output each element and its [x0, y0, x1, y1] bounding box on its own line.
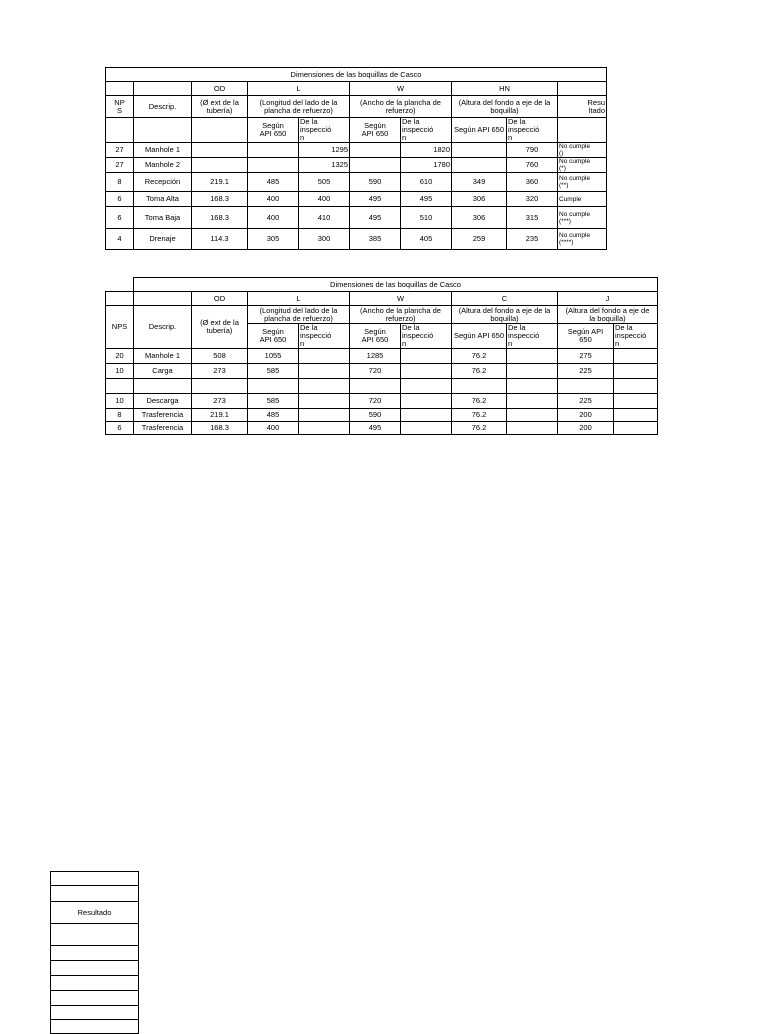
header-cell	[558, 82, 607, 96]
cell-w-insp: 610	[401, 173, 452, 192]
header-cell	[106, 82, 134, 96]
cell-l-insp: 300	[299, 229, 350, 250]
cell-w-insp	[401, 394, 452, 409]
cell-w-api: 720	[350, 394, 401, 409]
header-nps: NP S	[106, 96, 134, 118]
cell-j-insp	[614, 349, 658, 364]
table-row	[106, 379, 658, 394]
cell-resultado: Cumple	[558, 192, 607, 207]
table-row	[106, 143, 607, 158]
cell-descrip: Descarga	[134, 394, 192, 409]
cell-w-api: 495	[350, 422, 401, 435]
cell-l-api: 400	[248, 192, 299, 207]
cell-descrip: Trasferencia	[134, 409, 192, 422]
cell-w-insp	[401, 422, 452, 435]
cell-j-api	[558, 379, 614, 394]
cell-nps: 20	[106, 349, 134, 364]
header-de-inspeccion: De la inspecció n	[401, 118, 452, 143]
cell-l-api	[248, 143, 299, 158]
cell-l-api: 585	[248, 394, 299, 409]
cell-c-api: 76.2	[452, 364, 507, 379]
table-row	[106, 364, 658, 379]
header-de-inspeccion: De la inspecció n	[614, 324, 658, 349]
resultado-label: Resultado	[51, 902, 139, 924]
table-row	[106, 422, 658, 435]
cell-hn-insp: 320	[507, 192, 558, 207]
cell-resultado: No cumple (****)	[558, 229, 607, 250]
cell-od: 219.1	[192, 409, 248, 422]
cell-j-insp	[614, 422, 658, 435]
cell-w-api	[350, 158, 401, 173]
header-de-inspeccion: De la inspecció n	[401, 324, 452, 349]
cell-w-insp: 1780	[401, 158, 452, 173]
header-cell	[134, 82, 192, 96]
header-w-sub: (Ancho de la plancha de refuerzo)	[350, 306, 452, 324]
cell-descrip: Manhole 2	[134, 158, 192, 173]
cell-nps: 27	[106, 143, 134, 158]
header-segun-api: Según API 650	[248, 324, 299, 349]
header-descrip: Descrip.	[134, 306, 192, 349]
header-w: W	[350, 292, 452, 306]
cell-l-insp: 400	[299, 192, 350, 207]
table-row	[106, 394, 658, 409]
header-nps: NPS	[106, 306, 134, 349]
cell-descrip: Manhole 1	[134, 143, 192, 158]
blank-cell	[51, 946, 139, 961]
cell-hn-api: 306	[452, 207, 507, 229]
header-cell	[106, 292, 134, 306]
cell-descrip: Manhole 1	[134, 349, 192, 364]
cell-w-api: 1285	[350, 349, 401, 364]
header-hn-sub: (Altura del fondo a eje de la boquilla)	[452, 96, 558, 118]
table-row	[106, 173, 607, 192]
cell-l-insp	[299, 409, 350, 422]
cell-l-api: 485	[248, 173, 299, 192]
header-od: OD	[192, 82, 248, 96]
header-w: W	[350, 82, 452, 96]
cell-w-api	[350, 143, 401, 158]
cell-l-insp: 1325	[299, 158, 350, 173]
cell-hn-insp: 760	[507, 158, 558, 173]
cell-l-insp	[299, 379, 350, 394]
header-cell	[134, 118, 192, 143]
cell-hn-api: 259	[452, 229, 507, 250]
cell-od: 273	[192, 394, 248, 409]
cell-c-insp	[507, 364, 558, 379]
resultado-table	[50, 871, 139, 1034]
cell-hn-api	[452, 143, 507, 158]
header-l-sub: (Longitud del lado de la plancha de refuerzo)	[248, 306, 350, 324]
blank-cell	[51, 1006, 139, 1020]
header-cell	[134, 292, 192, 306]
cell-nps: 10	[106, 364, 134, 379]
cell-descrip: Carga	[134, 364, 192, 379]
blank-cell	[51, 872, 139, 886]
cell-c-api: 76.2	[452, 349, 507, 364]
cell-od: 168.3	[192, 422, 248, 435]
header-cell	[106, 278, 134, 292]
cell-nps: 8	[106, 409, 134, 422]
header-l: L	[248, 82, 350, 96]
cell-j-api: 225	[558, 394, 614, 409]
header-cell	[558, 118, 607, 143]
cell-w-insp: 510	[401, 207, 452, 229]
cell-descrip	[134, 379, 192, 394]
cell-l-insp	[299, 422, 350, 435]
cell-w-api: 720	[350, 364, 401, 379]
cell-w-insp: 495	[401, 192, 452, 207]
cell-l-api	[248, 379, 299, 394]
cell-resultado: No cumple ()	[558, 143, 607, 158]
blank-cell	[51, 976, 139, 991]
cell-resultado: No cumple (***)	[558, 207, 607, 229]
cell-od: 508	[192, 349, 248, 364]
cell-resultado: No cumple (**)	[558, 173, 607, 192]
cell-nps	[106, 379, 134, 394]
header-segun-api: Según API 650	[452, 324, 507, 349]
blank-cell	[51, 924, 139, 946]
cell-c-insp	[507, 394, 558, 409]
cell-nps: 4	[106, 229, 134, 250]
cell-l-api: 1055	[248, 349, 299, 364]
cell-j-api: 225	[558, 364, 614, 379]
cell-w-insp	[401, 364, 452, 379]
cell-nps: 6	[106, 422, 134, 435]
header-segun-api: Según API 650	[558, 324, 614, 349]
cell-l-api	[248, 158, 299, 173]
cell-descrip: Trasferencia	[134, 422, 192, 435]
cell-c-api: 76.2	[452, 409, 507, 422]
cell-hn-insp: 315	[507, 207, 558, 229]
header-od-sub: (Ø ext de la tubería)	[192, 306, 248, 349]
cell-l-insp	[299, 349, 350, 364]
cell-hn-api: 306	[452, 192, 507, 207]
cell-w-api: 590	[350, 173, 401, 192]
cell-w-insp	[401, 409, 452, 422]
header-od-sub: (Ø ext de la tubería)	[192, 96, 248, 118]
table-row	[106, 349, 658, 364]
header-w-sub: (Ancho de la plancha de refuerzo)	[350, 96, 452, 118]
header-cell	[106, 118, 134, 143]
cell-nps: 10	[106, 394, 134, 409]
cell-descrip: Recepción	[134, 173, 192, 192]
header-l: L	[248, 292, 350, 306]
cell-hn-insp: 790	[507, 143, 558, 158]
cell-w-insp	[401, 379, 452, 394]
cell-w-insp	[401, 349, 452, 364]
cell-w-api: 385	[350, 229, 401, 250]
cell-w-insp: 1820	[401, 143, 452, 158]
header-hn: HN	[452, 82, 558, 96]
header-j-sub: (Altura del fondo a eje de la boquilla)	[558, 306, 658, 324]
cell-l-api: 485	[248, 409, 299, 422]
cell-od	[192, 379, 248, 394]
header-descrip: Descrip.	[134, 96, 192, 118]
table-row	[106, 409, 658, 422]
cell-l-insp: 505	[299, 173, 350, 192]
cell-l-api: 400	[248, 422, 299, 435]
cell-descrip: Toma Alta	[134, 192, 192, 207]
cell-od: 273	[192, 364, 248, 379]
cell-l-api: 585	[248, 364, 299, 379]
header-c-sub: (Altura del fondo a eje de la boquilla)	[452, 306, 558, 324]
cell-w-api: 495	[350, 192, 401, 207]
cell-od: 219.1	[192, 173, 248, 192]
cell-od: 114.3	[192, 229, 248, 250]
header-c: C	[452, 292, 558, 306]
cell-descrip: Toma Baja	[134, 207, 192, 229]
cell-hn-insp: 360	[507, 173, 558, 192]
cell-nps: 8	[106, 173, 134, 192]
cell-j-api: 275	[558, 349, 614, 364]
cell-j-insp	[614, 364, 658, 379]
cell-l-insp	[299, 394, 350, 409]
cell-w-api: 495	[350, 207, 401, 229]
cell-c-insp	[507, 349, 558, 364]
cell-j-insp	[614, 394, 658, 409]
cell-j-insp	[614, 409, 658, 422]
cell-hn-api	[452, 158, 507, 173]
header-segun-api: Según API 650	[350, 324, 401, 349]
cell-resultado: No cumple (*)	[558, 158, 607, 173]
cell-hn-insp: 235	[507, 229, 558, 250]
cell-c-insp	[507, 422, 558, 435]
header-de-inspeccion: De la inspecció n	[299, 118, 350, 143]
cell-j-insp	[614, 379, 658, 394]
cell-l-insp: 1295	[299, 143, 350, 158]
table-row	[106, 192, 607, 207]
header-segun-api: Según API 650	[452, 118, 507, 143]
table-row	[106, 229, 607, 250]
cell-od: 168.3	[192, 207, 248, 229]
blank-cell	[51, 961, 139, 976]
cell-nps: 6	[106, 192, 134, 207]
blank-cell	[51, 991, 139, 1006]
cell-c-api: 76.2	[452, 422, 507, 435]
cell-l-api: 400	[248, 207, 299, 229]
blank-cell	[51, 1020, 139, 1034]
nozzle-dimensions-table-2	[105, 277, 658, 435]
cell-od	[192, 143, 248, 158]
header-de-inspeccion: De la inspecció n	[299, 324, 350, 349]
cell-j-api: 200	[558, 422, 614, 435]
header-cell	[192, 118, 248, 143]
cell-l-insp: 410	[299, 207, 350, 229]
table-title: Dimensiones de las boquillas de Casco	[134, 278, 658, 292]
cell-descrip: Drenaje	[134, 229, 192, 250]
header-l-sub: (Longitud del lado de la plancha de refuerzo)	[248, 96, 350, 118]
cell-l-api: 305	[248, 229, 299, 250]
cell-w-insp: 405	[401, 229, 452, 250]
cell-j-api: 200	[558, 409, 614, 422]
header-segun-api: Según API 650	[350, 118, 401, 143]
cell-w-api	[350, 379, 401, 394]
cell-hn-api: 349	[452, 173, 507, 192]
table-row	[106, 207, 607, 229]
header-de-inspeccion: De la inspecció n	[507, 118, 558, 143]
header-de-inspeccion: De la inspecció n	[507, 324, 558, 349]
header-resultado: Resu ltado	[558, 96, 607, 118]
header-j: J	[558, 292, 658, 306]
table-row	[106, 158, 607, 173]
header-od: OD	[192, 292, 248, 306]
cell-c-insp	[507, 409, 558, 422]
cell-nps: 27	[106, 158, 134, 173]
nozzle-dimensions-table-1	[105, 67, 607, 250]
cell-c-api	[452, 379, 507, 394]
cell-nps: 6	[106, 207, 134, 229]
cell-w-api: 590	[350, 409, 401, 422]
cell-od	[192, 158, 248, 173]
cell-c-insp	[507, 379, 558, 394]
header-segun-api: Según API 650	[248, 118, 299, 143]
cell-l-insp	[299, 364, 350, 379]
cell-c-api: 76.2	[452, 394, 507, 409]
cell-od: 168.3	[192, 192, 248, 207]
blank-cell	[51, 886, 139, 902]
table-title: Dimensiones de las boquillas de Casco	[106, 68, 607, 82]
